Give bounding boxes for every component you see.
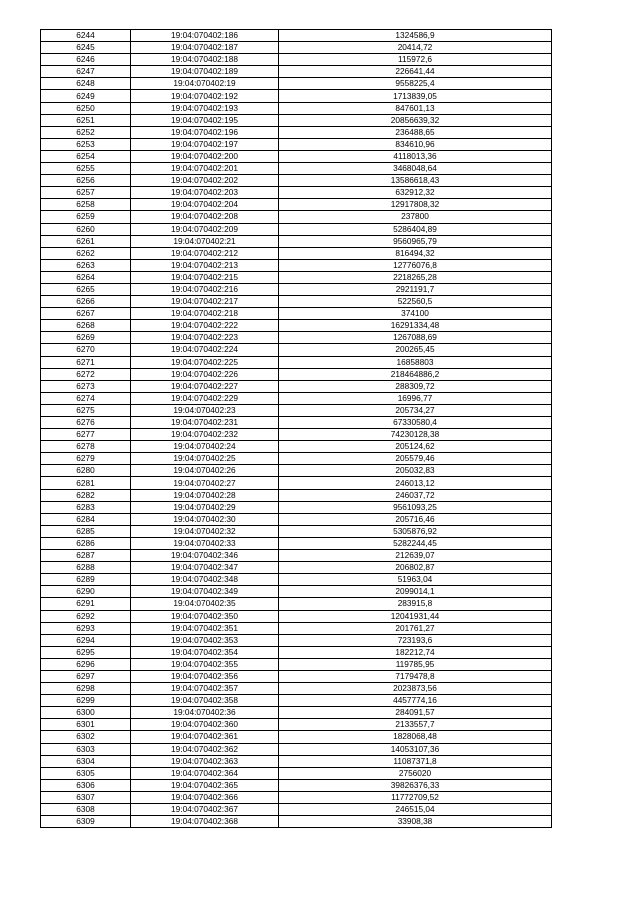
cadastral-number-cell: 19:04:070402:351 (131, 622, 279, 634)
value-cell: 9560965,79 (279, 235, 552, 247)
table-row (41, 368, 552, 380)
value-cell: 1324586,9 (279, 30, 552, 42)
cadastral-number-cell: 19:04:070402:19 (131, 78, 279, 90)
row-number-cell: 6281 (41, 477, 131, 489)
cadastral-number-cell: 19:04:070402:212 (131, 247, 279, 259)
table-row (41, 767, 552, 779)
value-cell: 16291334,48 (279, 320, 552, 332)
cadastral-number-cell: 19:04:070402:32 (131, 525, 279, 537)
value-cell: 201761,27 (279, 622, 552, 634)
value-cell: 237800 (279, 211, 552, 223)
value-cell: 16996,77 (279, 392, 552, 404)
cadastral-number-cell: 19:04:070402:36 (131, 707, 279, 719)
table-row (41, 296, 552, 308)
row-number-cell: 6308 (41, 804, 131, 816)
row-number-cell: 6303 (41, 743, 131, 755)
table-row (41, 441, 552, 453)
cadastral-number-cell: 19:04:070402:346 (131, 550, 279, 562)
row-number-cell: 6309 (41, 816, 131, 828)
row-number-cell: 6290 (41, 586, 131, 598)
row-number-cell: 6253 (41, 138, 131, 150)
table-row (41, 683, 552, 695)
table-row (41, 30, 552, 42)
value-cell: 16858803 (279, 356, 552, 368)
value-cell: 20856639,32 (279, 114, 552, 126)
row-number-cell: 6300 (41, 707, 131, 719)
row-number-cell: 6302 (41, 731, 131, 743)
value-cell: 13586618,43 (279, 175, 552, 187)
row-number-cell: 6252 (41, 126, 131, 138)
table-row (41, 247, 552, 259)
cadastral-number-cell: 19:04:070402:26 (131, 465, 279, 477)
table-body (41, 30, 552, 828)
value-cell: 283915,8 (279, 598, 552, 610)
row-number-cell: 6257 (41, 187, 131, 199)
cadastral-number-cell: 19:04:070402:187 (131, 42, 279, 54)
cadastral-number-cell: 19:04:070402:189 (131, 66, 279, 78)
cadastral-number-cell: 19:04:070402:29 (131, 501, 279, 513)
value-cell: 2133557,7 (279, 719, 552, 731)
table-row (41, 138, 552, 150)
table-row (41, 562, 552, 574)
cadastral-number-cell: 19:04:070402:358 (131, 695, 279, 707)
row-number-cell: 6262 (41, 247, 131, 259)
value-cell: 5286404,89 (279, 223, 552, 235)
cadastral-number-cell: 19:04:070402:227 (131, 380, 279, 392)
value-cell: 200265,45 (279, 344, 552, 356)
row-number-cell: 6245 (41, 42, 131, 54)
row-number-cell: 6263 (41, 259, 131, 271)
cadastral-number-cell: 19:04:070402:222 (131, 320, 279, 332)
cadastral-number-cell: 19:04:070402:209 (131, 223, 279, 235)
cadastral-number-cell: 19:04:070402:232 (131, 429, 279, 441)
row-number-cell: 6292 (41, 610, 131, 622)
row-number-cell: 6274 (41, 392, 131, 404)
value-cell: 5305876,92 (279, 525, 552, 537)
table-row (41, 804, 552, 816)
value-cell: 1267088,69 (279, 332, 552, 344)
row-number-cell: 6275 (41, 404, 131, 416)
row-number-cell: 6261 (41, 235, 131, 247)
cadastral-number-cell: 19:04:070402:218 (131, 308, 279, 320)
table-row (41, 150, 552, 162)
cadastral-number-cell: 19:04:070402:28 (131, 489, 279, 501)
cadastral-number-cell: 19:04:070402:217 (131, 296, 279, 308)
value-cell: 12776076,8 (279, 259, 552, 271)
row-number-cell: 6264 (41, 271, 131, 283)
cadastral-number-cell: 19:04:070402:208 (131, 211, 279, 223)
value-cell: 218464886,2 (279, 368, 552, 380)
cadastral-number-cell: 19:04:070402:354 (131, 646, 279, 658)
value-cell: 51963,04 (279, 574, 552, 586)
row-number-cell: 6287 (41, 550, 131, 562)
cadastral-number-cell: 19:04:070402:200 (131, 150, 279, 162)
row-number-cell: 6269 (41, 332, 131, 344)
row-number-cell: 6248 (41, 78, 131, 90)
value-cell: 847601,13 (279, 102, 552, 114)
table-row (41, 646, 552, 658)
row-number-cell: 6306 (41, 779, 131, 791)
cadastral-number-cell: 19:04:070402:30 (131, 513, 279, 525)
value-cell: 205579,46 (279, 453, 552, 465)
row-number-cell: 6284 (41, 513, 131, 525)
value-cell: 205734,27 (279, 404, 552, 416)
value-cell: 816494,32 (279, 247, 552, 259)
table-row (41, 707, 552, 719)
row-number-cell: 6296 (41, 658, 131, 670)
value-cell: 206802,87 (279, 562, 552, 574)
row-number-cell: 6260 (41, 223, 131, 235)
row-number-cell: 6278 (41, 441, 131, 453)
value-cell: 205124,62 (279, 441, 552, 453)
cadastral-number-cell: 19:04:070402:355 (131, 658, 279, 670)
table-row (41, 743, 552, 755)
cadastral-number-cell: 19:04:070402:223 (131, 332, 279, 344)
cadastral-number-cell: 19:04:070402:201 (131, 163, 279, 175)
row-number-cell: 6298 (41, 683, 131, 695)
value-cell: 1713839,05 (279, 90, 552, 102)
value-cell: 182212,74 (279, 646, 552, 658)
row-number-cell: 6273 (41, 380, 131, 392)
value-cell: 33908,38 (279, 816, 552, 828)
row-number-cell: 6255 (41, 163, 131, 175)
table-row (41, 477, 552, 489)
value-cell: 7179478,8 (279, 670, 552, 682)
table-row (41, 670, 552, 682)
cadastral-number-cell: 19:04:070402:350 (131, 610, 279, 622)
cadastral-number-cell: 19:04:070402:353 (131, 634, 279, 646)
row-number-cell: 6266 (41, 296, 131, 308)
value-cell: 9558225,4 (279, 78, 552, 90)
value-cell: 12041931,44 (279, 610, 552, 622)
value-cell: 723193,6 (279, 634, 552, 646)
cadastral-number-cell: 19:04:070402:195 (131, 114, 279, 126)
cadastral-number-cell: 19:04:070402:213 (131, 259, 279, 271)
cadastral-number-cell: 19:04:070402:35 (131, 598, 279, 610)
value-cell: 11087371,8 (279, 755, 552, 767)
cadastral-number-cell: 19:04:070402:349 (131, 586, 279, 598)
cadastral-number-cell: 19:04:070402:196 (131, 126, 279, 138)
value-cell: 246515,04 (279, 804, 552, 816)
row-number-cell: 6270 (41, 344, 131, 356)
value-cell: 3468048,64 (279, 163, 552, 175)
row-number-cell: 6276 (41, 417, 131, 429)
cadastral-number-cell: 19:04:070402:225 (131, 356, 279, 368)
table-row (41, 163, 552, 175)
table-row (41, 78, 552, 90)
table-row (41, 574, 552, 586)
row-number-cell: 6282 (41, 489, 131, 501)
row-number-cell: 6259 (41, 211, 131, 223)
cadastral-number-cell: 19:04:070402:202 (131, 175, 279, 187)
value-cell: 67330580,4 (279, 417, 552, 429)
table-row (41, 586, 552, 598)
cadastral-number-cell: 19:04:070402:24 (131, 441, 279, 453)
table-row (41, 102, 552, 114)
row-number-cell: 6267 (41, 308, 131, 320)
value-cell: 288309,72 (279, 380, 552, 392)
cadastral-number-cell: 19:04:070402:368 (131, 816, 279, 828)
cadastral-number-cell: 19:04:070402:229 (131, 392, 279, 404)
value-cell: 2218265,28 (279, 271, 552, 283)
table-row (41, 791, 552, 803)
table-row (41, 695, 552, 707)
row-number-cell: 6294 (41, 634, 131, 646)
cadastral-number-cell: 19:04:070402:231 (131, 417, 279, 429)
row-number-cell: 6289 (41, 574, 131, 586)
value-cell: 2921191,7 (279, 283, 552, 295)
table-row (41, 90, 552, 102)
table-row (41, 259, 552, 271)
row-number-cell: 6307 (41, 791, 131, 803)
table-row (41, 501, 552, 513)
row-number-cell: 6283 (41, 501, 131, 513)
value-cell: 11772709,52 (279, 791, 552, 803)
table-row (41, 404, 552, 416)
table-row (41, 126, 552, 138)
table-row (41, 719, 552, 731)
data-table (40, 29, 552, 828)
value-cell: 2023873,56 (279, 683, 552, 695)
value-cell: 74230128,38 (279, 429, 552, 441)
value-cell: 4118013,36 (279, 150, 552, 162)
table-row (41, 332, 552, 344)
cadastral-number-cell: 19:04:070402:361 (131, 731, 279, 743)
cadastral-number-cell: 19:04:070402:363 (131, 755, 279, 767)
value-cell: 522560,5 (279, 296, 552, 308)
table-row (41, 417, 552, 429)
row-number-cell: 6277 (41, 429, 131, 441)
table-row (41, 537, 552, 549)
row-number-cell: 6285 (41, 525, 131, 537)
table-row (41, 598, 552, 610)
table-row (41, 550, 552, 562)
cadastral-number-cell: 19:04:070402:362 (131, 743, 279, 755)
table-row (41, 731, 552, 743)
cadastral-number-cell: 19:04:070402:203 (131, 187, 279, 199)
row-number-cell: 6295 (41, 646, 131, 658)
table-row (41, 344, 552, 356)
table-row (41, 54, 552, 66)
cadastral-number-cell: 19:04:070402:192 (131, 90, 279, 102)
value-cell: 39826376,33 (279, 779, 552, 791)
value-cell: 115972,6 (279, 54, 552, 66)
row-number-cell: 6246 (41, 54, 131, 66)
row-number-cell: 6301 (41, 719, 131, 731)
cadastral-number-cell: 19:04:070402:197 (131, 138, 279, 150)
row-number-cell: 6265 (41, 283, 131, 295)
table-row (41, 755, 552, 767)
cadastral-number-cell: 19:04:070402:33 (131, 537, 279, 549)
row-number-cell: 6297 (41, 670, 131, 682)
value-cell: 374100 (279, 308, 552, 320)
cadastral-number-cell: 19:04:070402:188 (131, 54, 279, 66)
table-row (41, 187, 552, 199)
row-number-cell: 6280 (41, 465, 131, 477)
table-row (41, 610, 552, 622)
row-number-cell: 6291 (41, 598, 131, 610)
row-number-cell: 6286 (41, 537, 131, 549)
cadastral-number-cell: 19:04:070402:193 (131, 102, 279, 114)
cadastral-number-cell: 19:04:070402:224 (131, 344, 279, 356)
row-number-cell: 6250 (41, 102, 131, 114)
table-row (41, 235, 552, 247)
value-cell: 12917808,32 (279, 199, 552, 211)
cadastral-number-cell: 19:04:070402:216 (131, 283, 279, 295)
table-row (41, 271, 552, 283)
cadastral-number-cell: 19:04:070402:348 (131, 574, 279, 586)
value-cell: 20414,72 (279, 42, 552, 54)
value-cell: 632912,32 (279, 187, 552, 199)
value-cell: 226641,44 (279, 66, 552, 78)
table-row (41, 429, 552, 441)
cadastral-number-cell: 19:04:070402:226 (131, 368, 279, 380)
table-row (41, 489, 552, 501)
value-cell: 2756020 (279, 767, 552, 779)
table-row (41, 283, 552, 295)
row-number-cell: 6254 (41, 150, 131, 162)
value-cell: 4457774,16 (279, 695, 552, 707)
value-cell: 9561093,25 (279, 501, 552, 513)
table-row (41, 211, 552, 223)
table-row (41, 308, 552, 320)
value-cell: 205716,46 (279, 513, 552, 525)
cadastral-number-cell: 19:04:070402:27 (131, 477, 279, 489)
cadastral-number-cell: 19:04:070402:360 (131, 719, 279, 731)
table-row (41, 658, 552, 670)
value-cell: 246013,12 (279, 477, 552, 489)
table-row (41, 622, 552, 634)
cadastral-number-cell: 19:04:070402:186 (131, 30, 279, 42)
table-row (41, 320, 552, 332)
cadastral-number-cell: 19:04:070402:21 (131, 235, 279, 247)
table-row (41, 513, 552, 525)
value-cell: 2099014,1 (279, 586, 552, 598)
cadastral-number-cell: 19:04:070402:357 (131, 683, 279, 695)
row-number-cell: 6247 (41, 66, 131, 78)
table-row (41, 380, 552, 392)
table-row (41, 816, 552, 828)
value-cell: 5282244,45 (279, 537, 552, 549)
row-number-cell: 6251 (41, 114, 131, 126)
table-row (41, 525, 552, 537)
row-number-cell: 6305 (41, 767, 131, 779)
table-row (41, 779, 552, 791)
value-cell: 212639,07 (279, 550, 552, 562)
table-row (41, 453, 552, 465)
table-row (41, 42, 552, 54)
value-cell: 834610,96 (279, 138, 552, 150)
row-number-cell: 6268 (41, 320, 131, 332)
row-number-cell: 6271 (41, 356, 131, 368)
row-number-cell: 6299 (41, 695, 131, 707)
cadastral-number-cell: 19:04:070402:366 (131, 791, 279, 803)
cadastral-number-cell: 19:04:070402:204 (131, 199, 279, 211)
table-row (41, 392, 552, 404)
table-row (41, 66, 552, 78)
table-row (41, 356, 552, 368)
table-row (41, 223, 552, 235)
row-number-cell: 6258 (41, 199, 131, 211)
cadastral-number-cell: 19:04:070402:215 (131, 271, 279, 283)
row-number-cell: 6293 (41, 622, 131, 634)
cadastral-number-cell: 19:04:070402:364 (131, 767, 279, 779)
cadastral-number-cell: 19:04:070402:367 (131, 804, 279, 816)
value-cell: 205032,83 (279, 465, 552, 477)
table-row (41, 634, 552, 646)
row-number-cell: 6244 (41, 30, 131, 42)
cadastral-number-cell: 19:04:070402:25 (131, 453, 279, 465)
table-row (41, 114, 552, 126)
table-row (41, 175, 552, 187)
value-cell: 119785,95 (279, 658, 552, 670)
value-cell: 236488,65 (279, 126, 552, 138)
row-number-cell: 6249 (41, 90, 131, 102)
cadastral-number-cell: 19:04:070402:347 (131, 562, 279, 574)
cadastral-number-cell: 19:04:070402:356 (131, 670, 279, 682)
row-number-cell: 6256 (41, 175, 131, 187)
value-cell: 14053107,36 (279, 743, 552, 755)
table-row (41, 465, 552, 477)
cadastral-number-cell: 19:04:070402:23 (131, 404, 279, 416)
value-cell: 284091,57 (279, 707, 552, 719)
row-number-cell: 6279 (41, 453, 131, 465)
table-row (41, 199, 552, 211)
row-number-cell: 6272 (41, 368, 131, 380)
cadastral-number-cell: 19:04:070402:365 (131, 779, 279, 791)
row-number-cell: 6304 (41, 755, 131, 767)
row-number-cell: 6288 (41, 562, 131, 574)
value-cell: 1828068,48 (279, 731, 552, 743)
value-cell: 246037,72 (279, 489, 552, 501)
